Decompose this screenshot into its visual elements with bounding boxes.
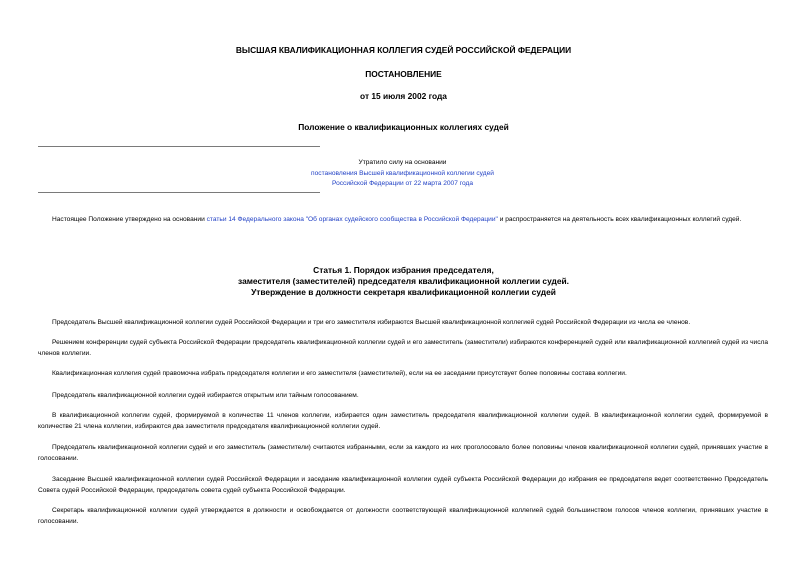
article-paragraph: Председатель Высшей квалификационной коллегии судей Российской Федерации и три его заместителя избираются Высшей квалификационной коллегией судей Российской Федерации из числа ее членов.: [52, 319, 691, 326]
article-paragraph: Председатель квалификационной коллегии судей избирается открытым или тайным голосованием.: [52, 392, 359, 399]
article-paragraph: В квалификационной коллегии судей, формируемой в количестве 11 членов коллегии, избирается один заместитель председателя квалификационной коллегии судей. В квалификационной коллегии судей, формируемой в количестве 21 члена коллегии, избираются два заместителя председателя квалификационной коллегии судей.: [38, 412, 768, 430]
divider-top: [38, 146, 320, 147]
article-paragraph: Секретарь квалификационной коллегии судей утверждается в должности и освобождается от должности соответствующей квалификационной коллегией судей большинством голосов членов коллегии, принявших участие в голосовании.: [38, 507, 768, 525]
article-title-line: Утверждение в должности секретаря квалификационной коллегии судей: [251, 286, 556, 297]
article-paragraph: Заседание Высшей квалификационной коллегии судей Российской Федерации и заседание квалификационной коллегии судей субъекта Российской Федерации до избрания ее председателя ведет соответственно Председатель Совета судей Российской Федерации, председатель совета судей субъекта Российской Федерации.: [38, 476, 768, 494]
intro-text-after: и распространяется на деятельность всех квалификационных коллегий судей.: [497, 216, 742, 223]
article-title-line: заместителя (заместителей) председателя квалификационной коллегии судей.: [238, 275, 569, 286]
article-paragraph: Председатель квалификационной коллегии судей и его заместитель (заместители) считаются избранными, если за каждого из них проголосовало более половины членов квалификационной коллегии судей, принявших участие в голосовании.: [38, 444, 768, 462]
repeal-link-line2[interactable]: Российской Федерации от 22 марта 2007 года: [331, 180, 474, 187]
law-article-link[interactable]: статьи 14 Федерального закона "Об органах судейского сообщества в Российской Федерации": [206, 216, 498, 223]
intro-text-before: Настоящее Положение утверждено на основании: [52, 216, 207, 223]
document-title: Положение о квалификационных коллегиях судей: [298, 122, 509, 132]
divider-bottom: [38, 192, 320, 193]
document-type-heading: ПОСТАНОВЛЕНИЕ: [365, 69, 442, 79]
repeal-link-line1[interactable]: постановления Высшей квалификационной коллегии судей: [311, 169, 494, 177]
repeal-note: [300, 158, 505, 190]
article-1-title: [0, 265, 807, 297]
document-date: от 15 июля 2002 года: [360, 91, 447, 101]
article-title-line: Статья 1. Порядок избрания председателя,: [313, 265, 494, 275]
organization-heading: ВЫСШАЯ КВАЛИФИКАЦИОННАЯ КОЛЛЕГИЯ СУДЕЙ РОССИЙСКОЙ ФЕДЕРАЦИИ: [235, 45, 572, 55]
article-paragraph: Квалификационная коллегия судей правомочна избрать председателя коллегии и его заместителя (заместителей), если на ее заседании присутствует более половины состава коллегии.: [52, 370, 627, 377]
intro-paragraph: [38, 215, 768, 226]
article-paragraph: Решением конференции судей субъекта Российской Федерации председатель квалификационной коллегии судей и его заместитель (заместители) избираются конференцией судей или квалификационной коллегией судей из числа членов коллегии.: [38, 339, 768, 357]
repeal-note-text: Утратило силу на основании: [358, 159, 447, 166]
